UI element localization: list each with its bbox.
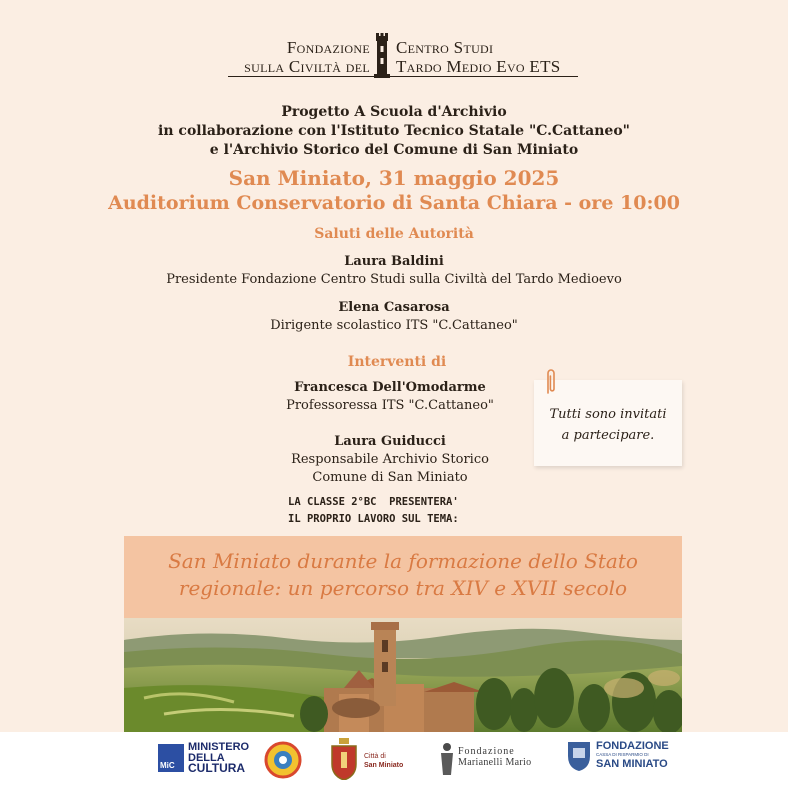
fcrsm-line1: FONDAZIONE bbox=[596, 740, 669, 752]
foundation-name-left bbox=[224, 38, 370, 76]
header-left-line1: Fondazione bbox=[286, 38, 370, 57]
foundation-name-right bbox=[396, 38, 596, 76]
speaker-role: Professoressa ITS "C.Cattaneo" bbox=[286, 398, 494, 413]
event-venue: Auditorium Conservatorio di Santa Chiara - ore 10:00 bbox=[108, 192, 680, 214]
theme-title bbox=[124, 548, 682, 602]
comune-line2: San Miniato bbox=[364, 762, 404, 769]
comune-logo-text bbox=[364, 752, 403, 770]
note-line1: Tutti sono invitati bbox=[549, 407, 667, 422]
class-line1: LA CLASSE 2°BC PRESENTERA' bbox=[288, 496, 459, 508]
paperclip-icon bbox=[544, 367, 558, 397]
intro-archive: e l'Archivio Storico del Comune di San Miniato bbox=[209, 142, 579, 158]
header-right-line2: Tardo Medio Evo ETS bbox=[396, 57, 561, 76]
mic-line1: MINISTERO bbox=[188, 741, 250, 753]
theme-line2: regionale: un percorso tra XIV e XVII secolo bbox=[178, 576, 628, 600]
marianelli-line2: Marianelli Mario bbox=[458, 757, 532, 768]
speaker-name: Francesca Dell'Omodarme bbox=[294, 380, 486, 395]
mic-logo-text bbox=[188, 742, 249, 774]
greetings-title: Saluti delle Autorità bbox=[314, 226, 474, 242]
class-line2: IL PROPRIO LAVORO SUL TEMA: bbox=[288, 513, 459, 525]
mic-logo-icon bbox=[158, 744, 184, 772]
school-logo-icon bbox=[262, 740, 304, 780]
marianelli-figure-icon bbox=[438, 742, 456, 776]
header-right-line1: Centro Studi bbox=[396, 38, 494, 57]
speaker-name: Laura Guiducci bbox=[334, 434, 446, 449]
san-miniato-landscape-image bbox=[124, 618, 682, 732]
fcrsm-logo-text bbox=[596, 740, 676, 770]
marianelli-line1: Fondazione bbox=[458, 746, 515, 757]
comune-line1: Città di bbox=[364, 753, 386, 760]
speaker-role: Responsabile Archivio Storico bbox=[291, 452, 489, 467]
fcrsm-crest-icon bbox=[566, 738, 592, 772]
header-rule bbox=[228, 76, 578, 77]
class-announcement bbox=[288, 494, 548, 528]
note-line2: a partecipare. bbox=[561, 428, 655, 443]
speaker-role: Dirigente scolastico ITS "C.Cattaneo" bbox=[270, 318, 518, 333]
speaker-role: Presidente Fondazione Centro Studi sulla Civiltà del Tardo Medioevo bbox=[166, 272, 622, 287]
intro-collaboration: in collaborazione con l'Istituto Tecnico Statale "C.Cattaneo" bbox=[158, 123, 630, 139]
talks-title: Interventi di bbox=[347, 354, 447, 370]
intro-project: Progetto A Scuola d'Archivio bbox=[281, 104, 507, 120]
intro-block bbox=[0, 103, 788, 160]
mic-line3: CULTURA bbox=[188, 761, 246, 775]
speaker-name: Elena Casarosa bbox=[338, 300, 450, 315]
mic-line2: DELLA bbox=[188, 751, 225, 764]
comune-crest-icon bbox=[330, 738, 358, 780]
marianelli-logo-text bbox=[458, 746, 531, 768]
speaker-name: Laura Baldini bbox=[344, 254, 444, 269]
header-left-line2: sulla Civiltà del bbox=[244, 57, 370, 76]
fcrsm-line3: SAN MINIATO bbox=[596, 758, 668, 770]
mic-badge: MiC bbox=[160, 761, 175, 770]
event-date: San Miniato, 31 maggio 2025 bbox=[228, 166, 560, 190]
theme-line1: San Miniato durante la formazione dello Stato bbox=[168, 549, 638, 573]
speaker-role: Comune di San Miniato bbox=[312, 470, 468, 485]
fcrsm-line2: CASSA DI RISPARMIO DI bbox=[596, 752, 649, 757]
tower-logo-icon bbox=[372, 32, 392, 78]
